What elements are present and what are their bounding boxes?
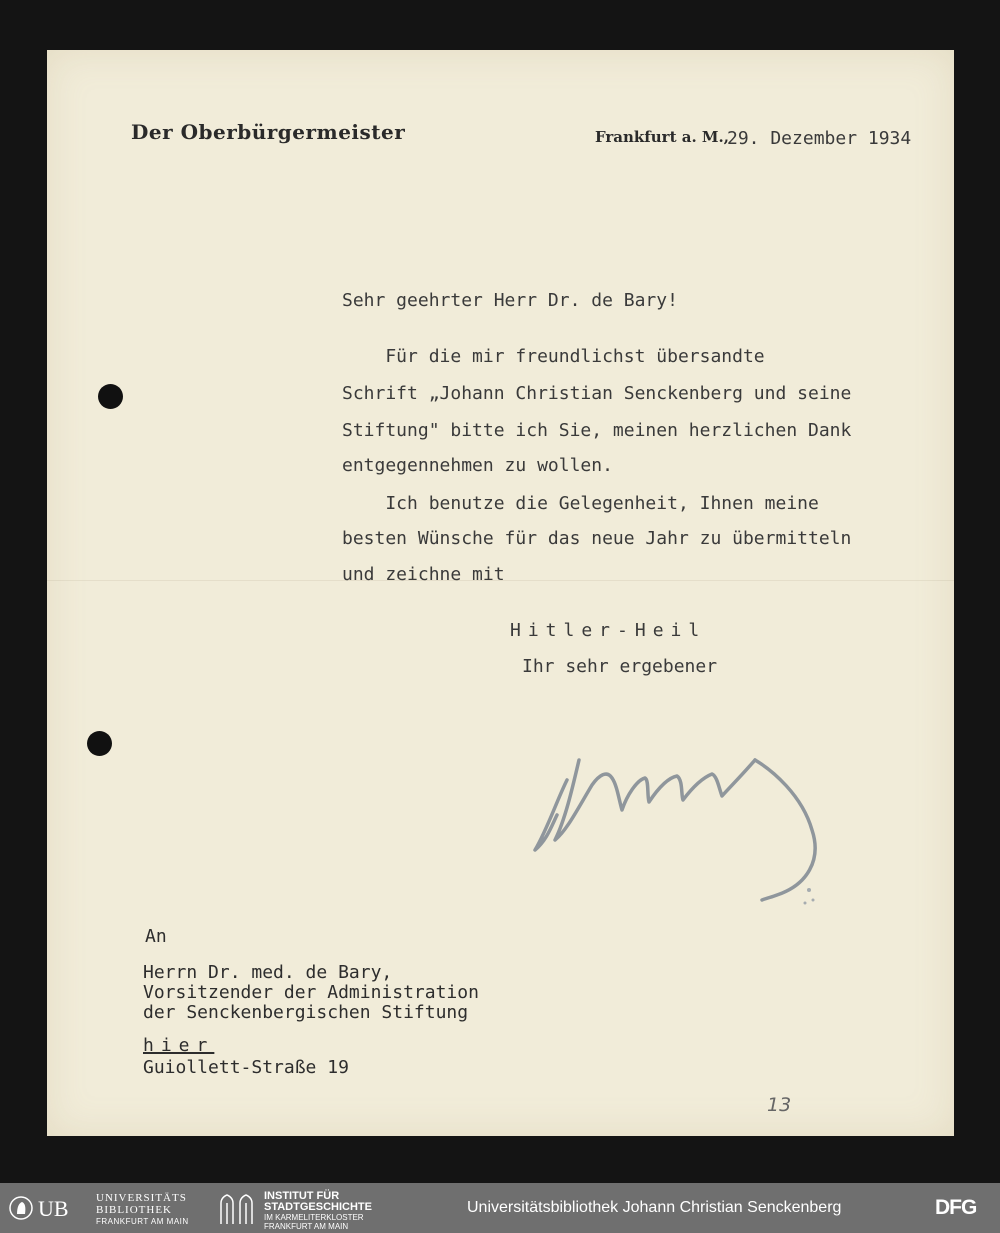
dfg-logo[interactable]: DFG <box>935 1196 977 1219</box>
body-line: besten Wünsche für das neue Jahr zu übermitteln <box>342 528 852 549</box>
address-hier: hier <box>143 1035 215 1056</box>
signature <box>527 740 847 940</box>
ub-line: UNIVERSITÄTS <box>96 1192 187 1204</box>
letter-page <box>47 50 954 1136</box>
punch-hole <box>98 384 123 409</box>
isg-line: STADTGESCHICHTE <box>264 1201 372 1213</box>
address-an: An <box>145 926 167 947</box>
isg-line: FRANKFURT AM MAIN <box>264 1222 349 1231</box>
address-line: Vorsitzender der Administration <box>143 982 479 1003</box>
isg-line: INSTITUT FÜR <box>264 1190 340 1202</box>
ub-text <box>96 1192 189 1228</box>
ub-line: BIBLIOTHEK <box>96 1204 172 1216</box>
svg-text:UB: UB <box>38 1196 69 1221</box>
body-line: Schrift „Johann Christian Senckenberg und seine <box>342 383 852 404</box>
ub-logo-icon[interactable] <box>8 1195 88 1221</box>
address-street: Guiollett-Straße 19 <box>143 1057 349 1078</box>
body-line: Ich benutze die Gelegenheit, Ihnen meine <box>342 493 819 514</box>
salutation: Sehr geehrter Herr Dr. de Bary! <box>342 290 678 311</box>
address-line: Herrn Dr. med. de Bary, <box>143 962 393 983</box>
closing-sub: Ihr sehr ergebener <box>522 656 718 677</box>
isg-logo-icon[interactable] <box>218 1193 256 1225</box>
closing: Hitler-Heil <box>510 620 707 641</box>
page-number: 13 <box>767 1094 792 1116</box>
body-line: und zeichne mit <box>342 564 505 585</box>
footer-title[interactable]: Universitätsbibliothek Johann Christian Senckenberg <box>467 1199 842 1216</box>
letterhead: Der Oberbürgermeister <box>131 120 406 144</box>
body-line: entgegennehmen zu wollen. <box>342 455 613 476</box>
isg-line: IM KARMELITERKLOSTER <box>264 1213 364 1222</box>
body-line: Für die mir freundlichst übersandte <box>342 346 765 367</box>
letter-date: 29. Dezember 1934 <box>727 128 912 149</box>
address-line: der Senckenbergischen Stiftung <box>143 1002 469 1023</box>
isg-text <box>264 1191 372 1231</box>
punch-hole <box>87 731 112 756</box>
body-line: Stiftung" bitte ich Sie, meinen herzlichen Dank <box>342 420 852 441</box>
footer-bar <box>0 1183 1000 1233</box>
ub-line: FRANKFURT AM MAIN <box>96 1217 189 1226</box>
letter-place: Frankfurt a. M., <box>595 128 729 146</box>
